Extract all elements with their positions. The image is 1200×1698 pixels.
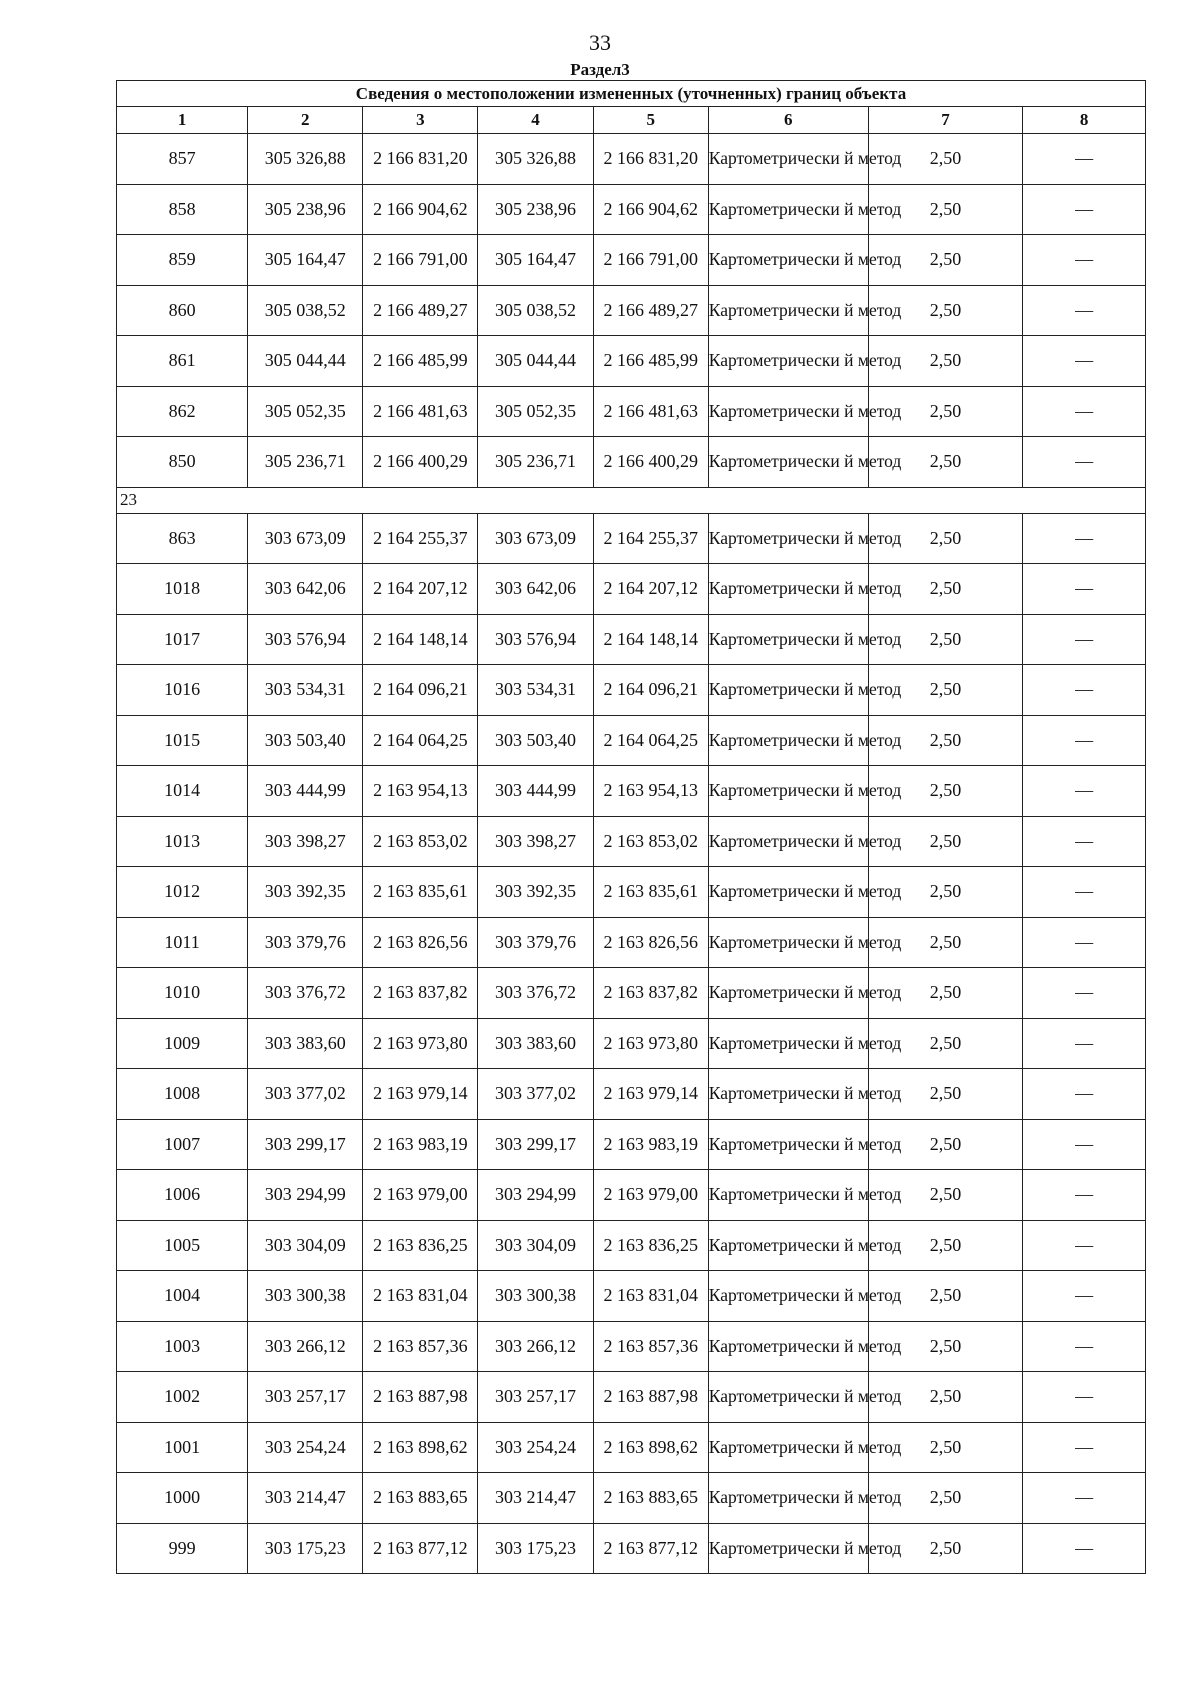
precision-cell: 2,50 <box>868 1271 1023 1322</box>
description-cell: — <box>1023 816 1146 867</box>
new-y-cell: 2 166 791,00 <box>593 235 708 286</box>
old-x-cell: 305 326,88 <box>248 134 363 185</box>
method-cell: Картометрически й метод <box>708 134 868 185</box>
description-cell: — <box>1023 867 1146 918</box>
table-row <box>117 513 1146 564</box>
new-y-cell: 2 163 853,02 <box>593 816 708 867</box>
group-label: 23 <box>117 487 1146 513</box>
old-x-cell: 305 164,47 <box>248 235 363 286</box>
point-number-cell: 1018 <box>117 564 248 615</box>
table-row <box>117 134 1146 185</box>
description-cell: — <box>1023 1220 1146 1271</box>
description-cell: — <box>1023 1372 1146 1423</box>
column-header: 6 <box>708 107 868 134</box>
point-number-cell: 1015 <box>117 715 248 766</box>
old-x-cell: 303 673,09 <box>248 513 363 564</box>
new-x-cell: 305 238,96 <box>478 184 593 235</box>
point-number-cell: 1006 <box>117 1170 248 1221</box>
description-cell: — <box>1023 968 1146 1019</box>
table-row <box>117 1170 1146 1221</box>
new-y-cell: 2 166 904,62 <box>593 184 708 235</box>
old-x-cell: 303 266,12 <box>248 1321 363 1372</box>
new-y-cell: 2 163 887,98 <box>593 1372 708 1423</box>
point-number-cell: 857 <box>117 134 248 185</box>
point-number-cell: 1011 <box>117 917 248 968</box>
old-y-cell: 2 166 791,00 <box>363 235 478 286</box>
old-y-cell: 2 163 836,25 <box>363 1220 478 1271</box>
precision-cell: 2,50 <box>868 513 1023 564</box>
new-x-cell: 303 444,99 <box>478 766 593 817</box>
description-cell: — <box>1023 134 1146 185</box>
description-cell: — <box>1023 766 1146 817</box>
table-row <box>117 1321 1146 1372</box>
new-y-cell: 2 166 489,27 <box>593 285 708 336</box>
new-y-cell: 2 164 207,12 <box>593 564 708 615</box>
point-number-cell: 1010 <box>117 968 248 1019</box>
method-cell: Картометрически й метод <box>708 1018 868 1069</box>
new-y-cell: 2 166 481,63 <box>593 386 708 437</box>
old-x-cell: 303 294,99 <box>248 1170 363 1221</box>
precision-cell: 2,50 <box>868 386 1023 437</box>
old-x-cell: 303 379,76 <box>248 917 363 968</box>
table-row <box>117 1069 1146 1120</box>
new-x-cell: 303 299,17 <box>478 1119 593 1170</box>
method-cell: Картометрически й метод <box>708 336 868 387</box>
new-x-cell: 303 304,09 <box>478 1220 593 1271</box>
method-cell: Картометрически й метод <box>708 1119 868 1170</box>
table-row <box>117 867 1146 918</box>
description-cell: — <box>1023 564 1146 615</box>
table-row <box>117 715 1146 766</box>
precision-cell: 2,50 <box>868 336 1023 387</box>
new-y-cell: 2 163 877,12 <box>593 1523 708 1574</box>
point-number-cell: 850 <box>117 437 248 488</box>
old-x-cell: 303 377,02 <box>248 1069 363 1120</box>
precision-cell: 2,50 <box>868 1372 1023 1423</box>
point-number-cell: 999 <box>117 1523 248 1574</box>
precision-cell: 2,50 <box>868 1069 1023 1120</box>
new-x-cell: 303 266,12 <box>478 1321 593 1372</box>
old-y-cell: 2 163 898,62 <box>363 1422 478 1473</box>
old-y-cell: 2 163 831,04 <box>363 1271 478 1322</box>
old-y-cell: 2 163 983,19 <box>363 1119 478 1170</box>
precision-cell: 2,50 <box>868 665 1023 716</box>
old-y-cell: 2 163 887,98 <box>363 1372 478 1423</box>
table-row <box>117 614 1146 665</box>
point-number-cell: 1004 <box>117 1271 248 1322</box>
table-row <box>117 917 1146 968</box>
precision-cell: 2,50 <box>868 1321 1023 1372</box>
old-x-cell: 305 052,35 <box>248 386 363 437</box>
old-y-cell: 2 164 096,21 <box>363 665 478 716</box>
table-row <box>117 665 1146 716</box>
old-y-cell: 2 164 064,25 <box>363 715 478 766</box>
description-cell: — <box>1023 1119 1146 1170</box>
method-cell: Картометрически й метод <box>708 1372 868 1423</box>
point-number-cell: 1016 <box>117 665 248 716</box>
old-x-cell: 303 444,99 <box>248 766 363 817</box>
new-x-cell: 303 534,31 <box>478 665 593 716</box>
old-y-cell: 2 166 489,27 <box>363 285 478 336</box>
column-header: 1 <box>117 107 248 134</box>
precision-cell: 2,50 <box>868 235 1023 286</box>
precision-cell: 2,50 <box>868 867 1023 918</box>
table-row <box>117 564 1146 615</box>
precision-cell: 2,50 <box>868 917 1023 968</box>
precision-cell: 2,50 <box>868 816 1023 867</box>
description-cell: — <box>1023 1422 1146 1473</box>
table-row <box>117 1271 1146 1322</box>
old-y-cell: 2 166 400,29 <box>363 437 478 488</box>
old-x-cell: 303 642,06 <box>248 564 363 615</box>
old-x-cell: 305 044,44 <box>248 336 363 387</box>
description-cell: — <box>1023 1523 1146 1574</box>
new-y-cell: 2 163 826,56 <box>593 917 708 968</box>
old-x-cell: 303 376,72 <box>248 968 363 1019</box>
method-cell: Картометрически й метод <box>708 816 868 867</box>
new-x-cell: 305 164,47 <box>478 235 593 286</box>
table-row <box>117 437 1146 488</box>
point-number-cell: 1005 <box>117 1220 248 1271</box>
new-x-cell: 303 398,27 <box>478 816 593 867</box>
point-number-cell: 861 <box>117 336 248 387</box>
new-x-cell: 303 175,23 <box>478 1523 593 1574</box>
new-x-cell: 303 673,09 <box>478 513 593 564</box>
table-row <box>117 1523 1146 1574</box>
old-y-cell: 2 163 857,36 <box>363 1321 478 1372</box>
old-y-cell: 2 163 973,80 <box>363 1018 478 1069</box>
old-y-cell: 2 163 835,61 <box>363 867 478 918</box>
old-y-cell: 2 164 207,12 <box>363 564 478 615</box>
method-cell: Картометрически й метод <box>708 285 868 336</box>
new-x-cell: 303 300,38 <box>478 1271 593 1322</box>
precision-cell: 2,50 <box>868 437 1023 488</box>
point-number-cell: 1008 <box>117 1069 248 1120</box>
section-title: Раздел3 <box>570 60 630 79</box>
point-number-cell: 1007 <box>117 1119 248 1170</box>
new-y-cell: 2 163 857,36 <box>593 1321 708 1372</box>
method-cell: Картометрически й метод <box>708 513 868 564</box>
new-x-cell: 303 383,60 <box>478 1018 593 1069</box>
precision-cell: 2,50 <box>868 1220 1023 1271</box>
new-y-cell: 2 163 979,00 <box>593 1170 708 1221</box>
method-cell: Картометрически й метод <box>708 665 868 716</box>
new-y-cell: 2 163 837,82 <box>593 968 708 1019</box>
point-number-cell: 1003 <box>117 1321 248 1372</box>
description-cell: — <box>1023 437 1146 488</box>
point-number-cell: 1002 <box>117 1372 248 1423</box>
new-y-cell: 2 164 255,37 <box>593 513 708 564</box>
new-y-cell: 2 163 898,62 <box>593 1422 708 1473</box>
precision-cell: 2,50 <box>868 184 1023 235</box>
old-y-cell: 2 163 954,13 <box>363 766 478 817</box>
old-y-cell: 2 166 481,63 <box>363 386 478 437</box>
description-cell: — <box>1023 285 1146 336</box>
column-header: 8 <box>1023 107 1146 134</box>
new-y-cell: 2 163 973,80 <box>593 1018 708 1069</box>
page-number: 33 <box>589 30 611 55</box>
new-x-cell: 305 236,71 <box>478 437 593 488</box>
point-number-cell: 1009 <box>117 1018 248 1069</box>
old-x-cell: 305 038,52 <box>248 285 363 336</box>
point-number-cell: 1000 <box>117 1473 248 1524</box>
column-header: 5 <box>593 107 708 134</box>
new-y-cell: 2 164 096,21 <box>593 665 708 716</box>
group-row <box>117 487 1146 513</box>
new-y-cell: 2 164 148,14 <box>593 614 708 665</box>
old-x-cell: 303 300,38 <box>248 1271 363 1322</box>
new-y-cell: 2 163 979,14 <box>593 1069 708 1120</box>
point-number-cell: 859 <box>117 235 248 286</box>
new-y-cell: 2 163 883,65 <box>593 1473 708 1524</box>
column-header: 7 <box>868 107 1023 134</box>
old-y-cell: 2 164 255,37 <box>363 513 478 564</box>
old-x-cell: 303 214,47 <box>248 1473 363 1524</box>
new-x-cell: 303 257,17 <box>478 1372 593 1423</box>
new-y-cell: 2 163 983,19 <box>593 1119 708 1170</box>
old-y-cell: 2 163 877,12 <box>363 1523 478 1574</box>
new-x-cell: 305 044,44 <box>478 336 593 387</box>
table-row <box>117 336 1146 387</box>
method-cell: Картометрически й метод <box>708 1473 868 1524</box>
new-x-cell: 303 254,24 <box>478 1422 593 1473</box>
precision-cell: 2,50 <box>868 1422 1023 1473</box>
description-cell: — <box>1023 386 1146 437</box>
new-x-cell: 303 379,76 <box>478 917 593 968</box>
method-cell: Картометрически й метод <box>708 1220 868 1271</box>
precision-cell: 2,50 <box>868 134 1023 185</box>
new-y-cell: 2 163 835,61 <box>593 867 708 918</box>
point-number-cell: 1017 <box>117 614 248 665</box>
old-x-cell: 303 576,94 <box>248 614 363 665</box>
method-cell: Картометрически й метод <box>708 715 868 766</box>
new-x-cell: 305 326,88 <box>478 134 593 185</box>
point-number-cell: 1012 <box>117 867 248 918</box>
table-row <box>117 1473 1146 1524</box>
old-y-cell: 2 166 831,20 <box>363 134 478 185</box>
old-x-cell: 303 392,35 <box>248 867 363 918</box>
old-y-cell: 2 163 837,82 <box>363 968 478 1019</box>
new-y-cell: 2 166 485,99 <box>593 336 708 387</box>
point-number-cell: 1014 <box>117 766 248 817</box>
column-header: 2 <box>248 107 363 134</box>
precision-cell: 2,50 <box>868 1170 1023 1221</box>
table-row <box>117 1119 1146 1170</box>
column-header-row <box>117 107 1146 134</box>
precision-cell: 2,50 <box>868 1473 1023 1524</box>
table-row <box>117 184 1146 235</box>
new-y-cell: 2 163 954,13 <box>593 766 708 817</box>
method-cell: Картометрически й метод <box>708 386 868 437</box>
column-header: 3 <box>363 107 478 134</box>
old-x-cell: 303 398,27 <box>248 816 363 867</box>
new-y-cell: 2 163 831,04 <box>593 1271 708 1322</box>
method-cell: Картометрически й метод <box>708 184 868 235</box>
old-y-cell: 2 163 826,56 <box>363 917 478 968</box>
method-cell: Картометрически й метод <box>708 968 868 1019</box>
new-x-cell: 303 642,06 <box>478 564 593 615</box>
table-row <box>117 1422 1146 1473</box>
table-caption: Сведения о местоположении измененных (уточненных) границ объекта <box>117 81 1146 107</box>
table-row <box>117 285 1146 336</box>
old-x-cell: 303 383,60 <box>248 1018 363 1069</box>
description-cell: — <box>1023 614 1146 665</box>
new-y-cell: 2 166 831,20 <box>593 134 708 185</box>
method-cell: Картометрически й метод <box>708 1170 868 1221</box>
new-x-cell: 305 038,52 <box>478 285 593 336</box>
method-cell: Картометрически й метод <box>708 1422 868 1473</box>
method-cell: Картометрически й метод <box>708 766 868 817</box>
point-number-cell: 862 <box>117 386 248 437</box>
new-x-cell: 303 377,02 <box>478 1069 593 1120</box>
old-y-cell: 2 164 148,14 <box>363 614 478 665</box>
old-x-cell: 305 236,71 <box>248 437 363 488</box>
precision-cell: 2,50 <box>868 1523 1023 1574</box>
description-cell: — <box>1023 1018 1146 1069</box>
new-x-cell: 303 214,47 <box>478 1473 593 1524</box>
table-row <box>117 1220 1146 1271</box>
old-x-cell: 303 503,40 <box>248 715 363 766</box>
new-y-cell: 2 163 836,25 <box>593 1220 708 1271</box>
description-cell: — <box>1023 336 1146 387</box>
new-x-cell: 303 376,72 <box>478 968 593 1019</box>
method-cell: Картометрически й метод <box>708 1271 868 1322</box>
table-row <box>117 1018 1146 1069</box>
old-x-cell: 303 254,24 <box>248 1422 363 1473</box>
old-y-cell: 2 163 979,14 <box>363 1069 478 1120</box>
old-y-cell: 2 163 853,02 <box>363 816 478 867</box>
old-x-cell: 303 175,23 <box>248 1523 363 1574</box>
precision-cell: 2,50 <box>868 766 1023 817</box>
description-cell: — <box>1023 1271 1146 1322</box>
boundary-coordinates-table <box>116 80 1146 1574</box>
method-cell: Картометрически й метод <box>708 564 868 615</box>
table-row <box>117 816 1146 867</box>
description-cell: — <box>1023 665 1146 716</box>
column-header: 4 <box>478 107 593 134</box>
precision-cell: 2,50 <box>868 1119 1023 1170</box>
old-y-cell: 2 163 979,00 <box>363 1170 478 1221</box>
precision-cell: 2,50 <box>868 968 1023 1019</box>
new-y-cell: 2 164 064,25 <box>593 715 708 766</box>
old-y-cell: 2 163 883,65 <box>363 1473 478 1524</box>
new-x-cell: 303 294,99 <box>478 1170 593 1221</box>
method-cell: Картометрически й метод <box>708 235 868 286</box>
method-cell: Картометрически й метод <box>708 437 868 488</box>
old-x-cell: 303 534,31 <box>248 665 363 716</box>
description-cell: — <box>1023 1473 1146 1524</box>
table-row <box>117 766 1146 817</box>
new-x-cell: 303 503,40 <box>478 715 593 766</box>
description-cell: — <box>1023 184 1146 235</box>
description-cell: — <box>1023 513 1146 564</box>
precision-cell: 2,50 <box>868 285 1023 336</box>
method-cell: Картометрически й метод <box>708 1523 868 1574</box>
method-cell: Картометрически й метод <box>708 614 868 665</box>
old-x-cell: 305 238,96 <box>248 184 363 235</box>
description-cell: — <box>1023 1321 1146 1372</box>
old-x-cell: 303 257,17 <box>248 1372 363 1423</box>
old-x-cell: 303 304,09 <box>248 1220 363 1271</box>
old-y-cell: 2 166 485,99 <box>363 336 478 387</box>
description-cell: — <box>1023 917 1146 968</box>
point-number-cell: 1001 <box>117 1422 248 1473</box>
new-x-cell: 305 052,35 <box>478 386 593 437</box>
old-y-cell: 2 166 904,62 <box>363 184 478 235</box>
point-number-cell: 860 <box>117 285 248 336</box>
point-number-cell: 858 <box>117 184 248 235</box>
new-x-cell: 303 392,35 <box>478 867 593 918</box>
method-cell: Картометрически й метод <box>708 1321 868 1372</box>
precision-cell: 2,50 <box>868 614 1023 665</box>
point-number-cell: 1013 <box>117 816 248 867</box>
new-y-cell: 2 166 400,29 <box>593 437 708 488</box>
precision-cell: 2,50 <box>868 1018 1023 1069</box>
table-row <box>117 968 1146 1019</box>
description-cell: — <box>1023 235 1146 286</box>
description-cell: — <box>1023 1170 1146 1221</box>
old-x-cell: 303 299,17 <box>248 1119 363 1170</box>
method-cell: Картометрически й метод <box>708 1069 868 1120</box>
method-cell: Картометрически й метод <box>708 917 868 968</box>
table-row <box>117 386 1146 437</box>
table-row <box>117 235 1146 286</box>
description-cell: — <box>1023 715 1146 766</box>
description-cell: — <box>1023 1069 1146 1120</box>
precision-cell: 2,50 <box>868 564 1023 615</box>
new-x-cell: 303 576,94 <box>478 614 593 665</box>
table-row <box>117 1372 1146 1423</box>
method-cell: Картометрически й метод <box>708 867 868 918</box>
point-number-cell: 863 <box>117 513 248 564</box>
precision-cell: 2,50 <box>868 715 1023 766</box>
